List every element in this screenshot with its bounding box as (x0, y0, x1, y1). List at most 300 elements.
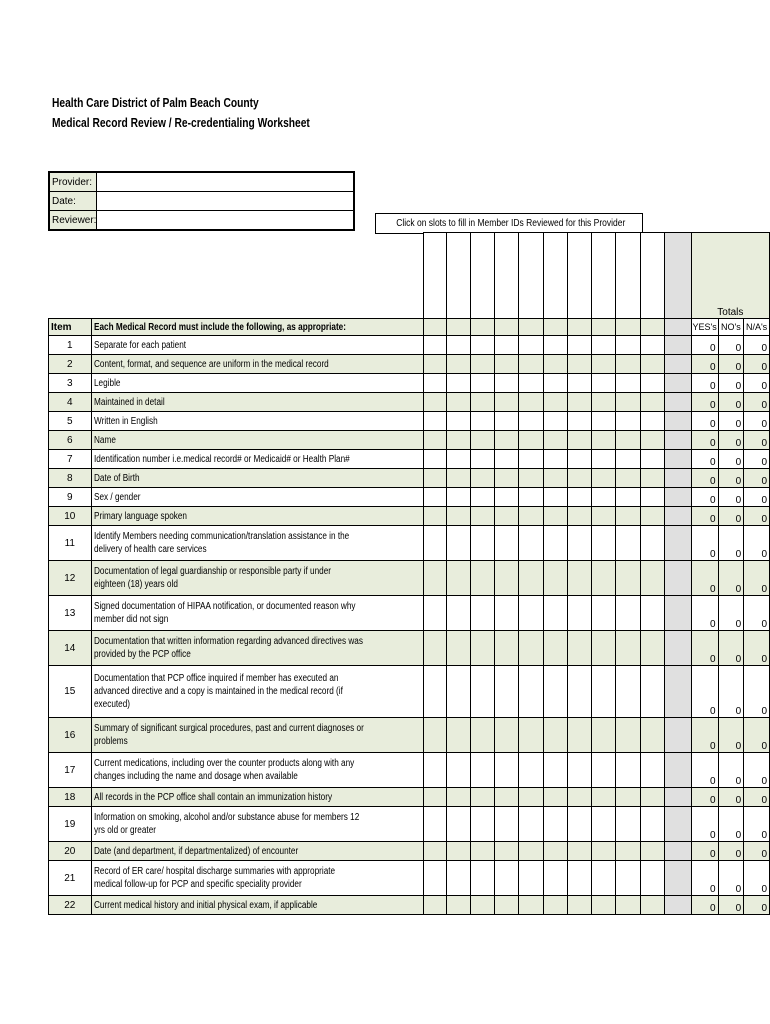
item-number: 10 (49, 507, 92, 526)
description-line: problems (93, 736, 128, 747)
answer-slot[interactable] (423, 861, 446, 896)
no-total: 0 (718, 412, 744, 431)
answer-slot[interactable] (519, 355, 543, 374)
member-id-slot[interactable] (543, 233, 567, 319)
no-total: 0 (718, 431, 744, 450)
item-description (91, 753, 423, 788)
answer-slot[interactable] (519, 450, 543, 469)
answer-slot[interactable] (495, 788, 519, 807)
answer-slot[interactable] (567, 718, 591, 753)
answer-slot[interactable] (640, 718, 664, 753)
answer-slot[interactable] (446, 718, 470, 753)
answer-slot[interactable] (423, 450, 446, 469)
answer-slot[interactable] (446, 526, 470, 561)
answer-slot[interactable] (640, 507, 664, 526)
description-line: Current medical history and initial physical exam, if applicable (93, 899, 317, 911)
answer-slot[interactable] (495, 393, 519, 412)
answer-slot[interactable] (519, 507, 543, 526)
answer-slot[interactable] (640, 788, 664, 807)
spacer-column (664, 488, 691, 507)
answer-slot[interactable] (543, 374, 567, 393)
answer-slot[interactable] (592, 393, 616, 412)
answer-slot[interactable] (495, 561, 519, 596)
answer-slot[interactable] (495, 807, 519, 842)
answer-slot[interactable] (592, 718, 616, 753)
answer-slot[interactable] (616, 450, 640, 469)
answer-slot[interactable] (423, 374, 446, 393)
answer-slot[interactable] (423, 753, 446, 788)
answer-slot[interactable] (592, 431, 616, 450)
answer-slot[interactable] (592, 469, 616, 488)
answer-slot[interactable] (543, 631, 567, 666)
answer-slot[interactable] (567, 807, 591, 842)
answer-slot[interactable] (543, 861, 567, 896)
answer-slot[interactable] (471, 431, 495, 450)
answer-slot[interactable] (616, 861, 640, 896)
answer-slot[interactable] (446, 753, 470, 788)
item-description (91, 807, 423, 842)
member-id-slot[interactable] (423, 233, 446, 319)
no-total: 0 (718, 355, 744, 374)
member-id-slot[interactable] (495, 233, 519, 319)
answer-slot[interactable] (423, 412, 446, 431)
answer-slot[interactable] (567, 896, 591, 915)
answer-slot[interactable] (567, 374, 591, 393)
item-description (91, 788, 423, 807)
description-line: Primary language spoken (93, 510, 187, 522)
answer-slot[interactable] (495, 718, 519, 753)
criteria-row (49, 861, 770, 896)
answer-slot[interactable] (567, 355, 591, 374)
spacer-column (664, 469, 691, 488)
answer-slot[interactable] (592, 753, 616, 788)
answer-slot[interactable] (616, 374, 640, 393)
answer-slot[interactable] (592, 788, 616, 807)
answer-slot[interactable] (519, 666, 543, 718)
answer-slot[interactable] (567, 666, 591, 718)
answer-slot[interactable] (519, 596, 543, 631)
answer-slot[interactable] (640, 374, 664, 393)
answer-slot[interactable] (640, 861, 664, 896)
answer-slot[interactable] (471, 788, 495, 807)
na-total: 0 (744, 561, 770, 596)
answer-slot[interactable] (519, 788, 543, 807)
answer-slot[interactable] (640, 412, 664, 431)
description-line: Sex / gender (93, 491, 141, 503)
answer-slot[interactable] (471, 842, 495, 861)
answer-slot[interactable] (519, 842, 543, 861)
answer-slot[interactable] (495, 666, 519, 718)
answer-slot[interactable] (567, 488, 591, 507)
answer-slot[interactable] (446, 336, 470, 355)
answer-slot[interactable] (592, 374, 616, 393)
description-line: Content, format, and sequence are uniform in the medical record (93, 358, 329, 370)
description-line: Date of Birth (93, 472, 140, 484)
answer-slot[interactable] (567, 788, 591, 807)
answer-slot[interactable] (446, 666, 470, 718)
answer-slot[interactable] (640, 355, 664, 374)
answer-slot[interactable] (616, 412, 640, 431)
answer-slot[interactable] (446, 469, 470, 488)
answer-slot[interactable] (543, 526, 567, 561)
member-id-slot[interactable] (640, 233, 664, 319)
answer-slot[interactable] (519, 718, 543, 753)
answer-slot[interactable] (471, 336, 495, 355)
answer-slot[interactable] (640, 469, 664, 488)
answer-slot[interactable] (543, 450, 567, 469)
answer-slot[interactable] (592, 861, 616, 896)
answer-slot[interactable] (616, 488, 640, 507)
answer-slot[interactable] (471, 374, 495, 393)
yes-total: 0 (691, 374, 718, 393)
answer-slot[interactable] (543, 488, 567, 507)
answer-slot[interactable] (567, 596, 591, 631)
answer-slot[interactable] (471, 450, 495, 469)
member-id-slot[interactable] (519, 319, 543, 336)
item-description (91, 469, 423, 488)
spacer-column (664, 450, 691, 469)
answer-slot[interactable] (567, 631, 591, 666)
answer-slot[interactable] (543, 561, 567, 596)
answer-slot[interactable] (519, 431, 543, 450)
description-line: yrs old or greater (93, 825, 156, 836)
spacer-column (664, 896, 691, 915)
answer-slot[interactable] (495, 842, 519, 861)
item-number: 11 (49, 526, 92, 561)
answer-slot[interactable] (423, 596, 446, 631)
no-total: 0 (718, 718, 744, 753)
answer-slot[interactable] (519, 374, 543, 393)
answer-slot[interactable] (423, 718, 446, 753)
answer-slot[interactable] (423, 431, 446, 450)
member-id-slot[interactable] (495, 319, 519, 336)
item-number: 18 (49, 788, 92, 807)
answer-slot[interactable] (423, 393, 446, 412)
answer-slot[interactable] (592, 488, 616, 507)
item-description (91, 336, 423, 355)
answer-slot[interactable] (616, 393, 640, 412)
answer-slot[interactable] (446, 807, 470, 842)
na-total: 0 (744, 431, 770, 450)
answer-slot[interactable] (592, 666, 616, 718)
answer-slot[interactable] (495, 355, 519, 374)
answer-slot[interactable] (446, 861, 470, 896)
answer-slot[interactable] (519, 631, 543, 666)
answer-slot[interactable] (519, 561, 543, 596)
answer-slot[interactable] (592, 355, 616, 374)
answer-slot[interactable] (543, 412, 567, 431)
no-total: 0 (718, 526, 744, 561)
answer-slot[interactable] (446, 631, 470, 666)
answer-slot[interactable] (543, 507, 567, 526)
criteria-row (49, 753, 770, 788)
na-total: 0 (744, 450, 770, 469)
member-id-slot[interactable] (471, 319, 495, 336)
na-total: 0 (744, 507, 770, 526)
spacer-column (664, 393, 691, 412)
answer-slot[interactable] (446, 788, 470, 807)
answer-slot[interactable] (446, 393, 470, 412)
answer-slot[interactable] (592, 336, 616, 355)
answer-slot[interactable] (592, 596, 616, 631)
yes-total: 0 (691, 336, 718, 355)
answer-slot[interactable] (446, 374, 470, 393)
answer-slot[interactable] (616, 753, 640, 788)
answer-slot[interactable] (495, 431, 519, 450)
answer-slot[interactable] (616, 788, 640, 807)
answer-slot[interactable] (567, 393, 591, 412)
member-id-slot[interactable] (543, 319, 567, 336)
answer-slot[interactable] (495, 526, 519, 561)
answer-slot[interactable] (519, 393, 543, 412)
answer-slot[interactable] (519, 753, 543, 788)
yes-total: 0 (691, 526, 718, 561)
answer-slot[interactable] (640, 393, 664, 412)
member-id-slot[interactable] (592, 319, 616, 336)
item-description (91, 861, 423, 896)
answer-slot[interactable] (640, 336, 664, 355)
answer-slot[interactable] (423, 469, 446, 488)
answer-slot[interactable] (543, 431, 567, 450)
criteria-row (49, 896, 770, 915)
answer-slot[interactable] (592, 842, 616, 861)
answer-slot[interactable] (495, 488, 519, 507)
answer-slot[interactable] (567, 861, 591, 896)
answer-slot[interactable] (616, 469, 640, 488)
member-id-slot[interactable] (423, 319, 446, 336)
answer-slot[interactable] (519, 336, 543, 355)
answer-slot[interactable] (495, 753, 519, 788)
answer-slot[interactable] (543, 842, 567, 861)
answer-slot[interactable] (567, 412, 591, 431)
na-total: 0 (744, 788, 770, 807)
answer-slot[interactable] (471, 596, 495, 631)
answer-slot[interactable] (543, 718, 567, 753)
answer-slot[interactable] (495, 896, 519, 915)
answer-slot[interactable] (471, 718, 495, 753)
answer-slot[interactable] (640, 488, 664, 507)
answer-slot[interactable] (423, 561, 446, 596)
answer-slot[interactable] (543, 336, 567, 355)
answer-slot[interactable] (543, 753, 567, 788)
answer-slot[interactable] (640, 631, 664, 666)
answer-slot[interactable] (616, 896, 640, 915)
answer-slot[interactable] (543, 469, 567, 488)
answer-slot[interactable] (592, 507, 616, 526)
answer-slot[interactable] (616, 807, 640, 842)
reviewer-field[interactable] (97, 211, 355, 231)
answer-slot[interactable] (567, 561, 591, 596)
answer-slot[interactable] (446, 896, 470, 915)
description-line: Date (and department, if departmentalized) of encounter (93, 845, 298, 857)
answer-slot[interactable] (471, 631, 495, 666)
answer-slot[interactable] (471, 753, 495, 788)
item-number: 6 (49, 431, 92, 450)
answer-slot[interactable] (495, 861, 519, 896)
member-id-slot[interactable] (640, 319, 664, 336)
answer-slot[interactable] (423, 526, 446, 561)
answer-slot[interactable] (446, 842, 470, 861)
answer-slot[interactable] (495, 507, 519, 526)
answer-slot[interactable] (616, 561, 640, 596)
answer-slot[interactable] (471, 526, 495, 561)
answer-slot[interactable] (567, 450, 591, 469)
answer-slot[interactable] (616, 526, 640, 561)
answer-slot[interactable] (543, 896, 567, 915)
answer-slot[interactable] (640, 561, 664, 596)
answer-slot[interactable] (616, 842, 640, 861)
description-line: Signed documentation of HIPAA notification, or documented reason why (93, 601, 356, 612)
answer-slot[interactable] (519, 861, 543, 896)
answer-slot[interactable] (446, 596, 470, 631)
member-id-slot[interactable] (446, 319, 470, 336)
member-id-slot[interactable] (519, 233, 543, 319)
answer-slot[interactable] (495, 596, 519, 631)
answer-slot[interactable] (423, 842, 446, 861)
answer-slot[interactable] (616, 596, 640, 631)
answer-slot[interactable] (567, 753, 591, 788)
no-total: 0 (718, 469, 744, 488)
description-line: Information on smoking, alcohol and/or substance abuse for members 12 (93, 812, 359, 823)
answer-slot[interactable] (616, 631, 640, 666)
answer-slot[interactable] (423, 507, 446, 526)
answer-slot[interactable] (423, 336, 446, 355)
member-id-slot[interactable] (616, 319, 640, 336)
answer-slot[interactable] (495, 412, 519, 431)
answer-slot[interactable] (616, 336, 640, 355)
answer-slot[interactable] (640, 842, 664, 861)
member-id-slot[interactable] (471, 233, 495, 319)
answer-slot[interactable] (543, 807, 567, 842)
answer-slot[interactable] (567, 526, 591, 561)
answer-slot[interactable] (423, 807, 446, 842)
answer-slot[interactable] (592, 450, 616, 469)
criteria-row (49, 450, 770, 469)
answer-slot[interactable] (446, 431, 470, 450)
spacer-column (664, 753, 691, 788)
answer-slot[interactable] (471, 561, 495, 596)
answer-slot[interactable] (592, 526, 616, 561)
answer-slot[interactable] (471, 807, 495, 842)
answer-slot[interactable] (446, 507, 470, 526)
answer-slot[interactable] (495, 631, 519, 666)
member-id-slot[interactable] (446, 233, 470, 319)
member-id-slot[interactable] (567, 319, 591, 336)
answer-slot[interactable] (471, 412, 495, 431)
answer-slot[interactable] (471, 393, 495, 412)
answer-slot[interactable] (616, 666, 640, 718)
answer-slot[interactable] (543, 666, 567, 718)
member-id-slot[interactable] (567, 233, 591, 319)
member-id-note: Click on slots to fill in Member IDs Reviewed for this Provider (375, 213, 643, 234)
answer-slot[interactable] (495, 469, 519, 488)
answer-slot[interactable] (640, 807, 664, 842)
criteria-row (49, 507, 770, 526)
answer-slot[interactable] (519, 896, 543, 915)
answer-slot[interactable] (543, 355, 567, 374)
answer-slot[interactable] (519, 526, 543, 561)
answer-slot[interactable] (616, 431, 640, 450)
answer-slot[interactable] (471, 355, 495, 374)
answer-slot[interactable] (471, 469, 495, 488)
answer-slot[interactable] (446, 561, 470, 596)
answer-slot[interactable] (640, 596, 664, 631)
answer-slot[interactable] (616, 507, 640, 526)
answer-slot[interactable] (567, 431, 591, 450)
description-line: Legible (93, 377, 120, 389)
answer-slot[interactable] (640, 666, 664, 718)
provider-field[interactable] (97, 172, 355, 192)
item-number: 8 (49, 469, 92, 488)
na-total: 0 (744, 666, 770, 718)
answer-slot[interactable] (567, 336, 591, 355)
yes-total: 0 (691, 488, 718, 507)
answer-slot[interactable] (567, 507, 591, 526)
answer-slot[interactable] (592, 807, 616, 842)
answer-slot[interactable] (495, 450, 519, 469)
answer-slot[interactable] (471, 666, 495, 718)
answer-slot[interactable] (423, 355, 446, 374)
description-line: executed) (93, 699, 130, 710)
answer-slot[interactable] (616, 718, 640, 753)
answer-slot[interactable] (495, 374, 519, 393)
answer-slot[interactable] (519, 807, 543, 842)
date-field[interactable] (97, 192, 355, 211)
answer-slot[interactable] (640, 450, 664, 469)
answer-slot[interactable] (592, 631, 616, 666)
answer-slot[interactable] (446, 355, 470, 374)
answer-slot[interactable] (592, 561, 616, 596)
item-description (91, 561, 423, 596)
answer-slot[interactable] (423, 631, 446, 666)
answer-slot[interactable] (423, 666, 446, 718)
answer-slot[interactable] (567, 469, 591, 488)
member-id-slot[interactable] (616, 233, 640, 319)
answer-slot[interactable] (640, 896, 664, 915)
answer-slot[interactable] (640, 753, 664, 788)
item-description (91, 431, 423, 450)
member-id-slot[interactable] (592, 233, 616, 319)
answer-slot[interactable] (471, 507, 495, 526)
na-total: 0 (744, 355, 770, 374)
criteria-row (49, 842, 770, 861)
answer-slot[interactable] (543, 393, 567, 412)
answer-slot[interactable] (423, 896, 446, 915)
answer-slot[interactable] (471, 861, 495, 896)
answer-slot[interactable] (471, 896, 495, 915)
answer-slot[interactable] (519, 469, 543, 488)
answer-slot[interactable] (471, 488, 495, 507)
answer-slot[interactable] (495, 336, 519, 355)
answer-slot[interactable] (446, 488, 470, 507)
no-total: 0 (718, 596, 744, 631)
answer-slot[interactable] (640, 431, 664, 450)
answer-slot[interactable] (423, 488, 446, 507)
answer-slot[interactable] (616, 355, 640, 374)
answer-slot[interactable] (519, 412, 543, 431)
answer-slot[interactable] (543, 596, 567, 631)
answer-slot[interactable] (519, 488, 543, 507)
answer-slot[interactable] (567, 842, 591, 861)
answer-slot[interactable] (446, 450, 470, 469)
answer-slot[interactable] (640, 526, 664, 561)
answer-slot[interactable] (446, 412, 470, 431)
answer-slot[interactable] (423, 788, 446, 807)
answer-slot[interactable] (543, 788, 567, 807)
answer-slot[interactable] (592, 896, 616, 915)
item-number: 20 (49, 842, 92, 861)
answer-slot[interactable] (592, 412, 616, 431)
